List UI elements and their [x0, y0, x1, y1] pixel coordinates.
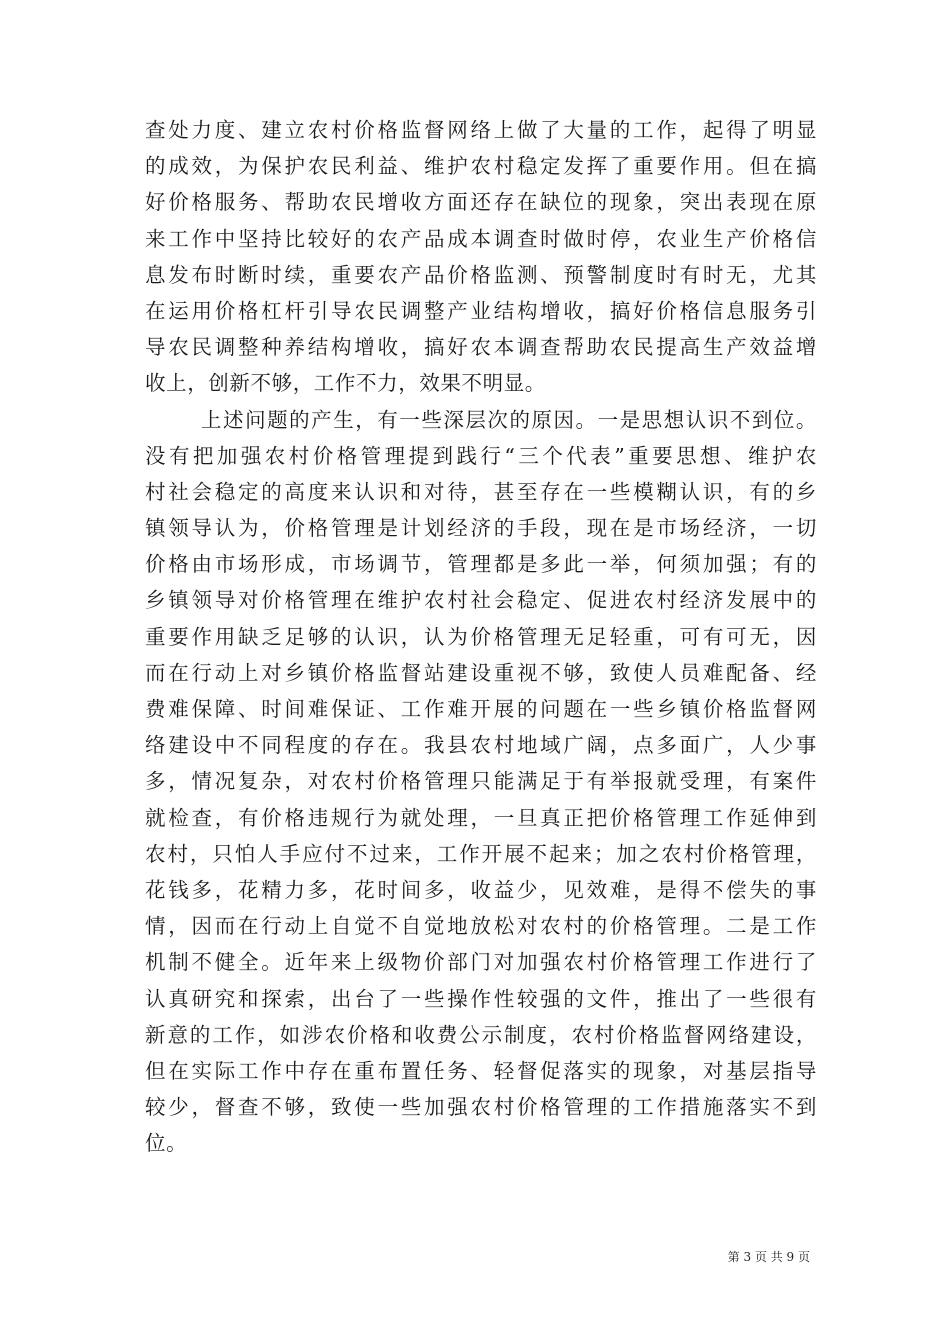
text-line: 的成效，为保护农民利益、维护农村稳定发挥了重要作用。但在搞 — [145, 154, 817, 179]
text-line: 络建设中不同程度的存在。我县农村地域广阔，点多面广，人少事 — [145, 733, 817, 758]
text-line: 位。 — [145, 1131, 188, 1156]
text-line: 收上，创新不够，工作不力，效果不明显。 — [145, 371, 546, 396]
text-line: 村社会稳定的高度来认识和对待，甚至存在一些模糊认识，有的乡 — [145, 479, 817, 504]
text-line: 就检查，有价格违规行为就处理，一旦真正把价格管理工作延伸到 — [145, 805, 817, 830]
text-line: 上述问题的产生，有一些深层次的原因。一是思想认识不到位。 — [201, 407, 817, 432]
text-line: 来工作中坚持比较好的农产品成本调查时做时停，农业生产价格信 — [145, 226, 817, 251]
text-line: 乡镇领导对价格管理在维护农村社会稳定、促进农村经济发展中的 — [145, 588, 817, 613]
text-line: 价格由市场形成，市场调节，管理都是多此一举，何须加强；有的 — [145, 552, 817, 577]
text-line: 多，情况复杂，对农村价格管理只能满足于有举报就受理，有案件 — [145, 769, 817, 794]
text-line: 认真研究和探索，出台了一些操作性较强的文件，推出了一些很有 — [145, 986, 817, 1011]
text-line: 在运用价格杠杆引导农民调整产业结构增收，搞好价格信息服务引 — [145, 298, 817, 323]
text-line: 而在行动上对乡镇价格监督站建设重视不够，致使人员难配备、经 — [145, 660, 817, 685]
text-line: 但在实际工作中存在重布置任务、轻督促落实的现象，对基层指导 — [145, 1058, 817, 1083]
page-number: 第 3 页 共 9 页 — [727, 1250, 810, 1264]
text-line: 镇领导认为，价格管理是计划经济的手段，现在是市场经济，一切 — [145, 516, 817, 541]
text-line: 重要作用缺乏足够的认识，认为价格管理无足轻重，可有可无，因 — [145, 624, 817, 649]
text-line: 较少，督查不够，致使一些加强农村价格管理的工作措施落实不到 — [145, 1095, 817, 1120]
paragraph-1 — [145, 112, 817, 402]
text-line: 新意的工作，如涉农价格和收费公示制度，农村价格监督网络建设， — [145, 1022, 817, 1047]
text-line: 费难保障、时间难保证、工作难开展的问题在一些乡镇价格监督网 — [145, 697, 817, 721]
text-line: 查处力度、建立农村价格监督网络上做了大量的工作，起得了明显 — [145, 118, 817, 142]
text-line: 导农民调整种养结构增收，搞好农本调查帮助农民提高生产效益增 — [145, 335, 817, 360]
text-line: 机制不健全。近年来上级物价部门对加强农村价格管理工作进行了 — [145, 950, 817, 975]
paragraph-2 — [145, 402, 817, 1162]
text-line: 没有把加强农村价格管理提到践行“三个代表”重要思想、维护农 — [145, 443, 817, 468]
text-line: 好价格服务、帮助农民增收方面还存在缺位的现象，突出表现在原 — [145, 190, 817, 215]
text-line: 花钱多，花精力多，花时间多，收益少，见效难，是得不偿失的事 — [145, 877, 817, 902]
text-line: 息发布时断时续，重要农产品价格监测、预警制度时有时无，尤其 — [145, 262, 817, 287]
text-line: 情，因而在行动上自觉不自觉地放松对农村的价格管理。二是工作 — [145, 914, 817, 939]
text-line: 农村，只怕人手应付不过来，工作开展不起来；加之农村价格管理， — [145, 841, 817, 866]
body-text — [145, 112, 817, 1161]
